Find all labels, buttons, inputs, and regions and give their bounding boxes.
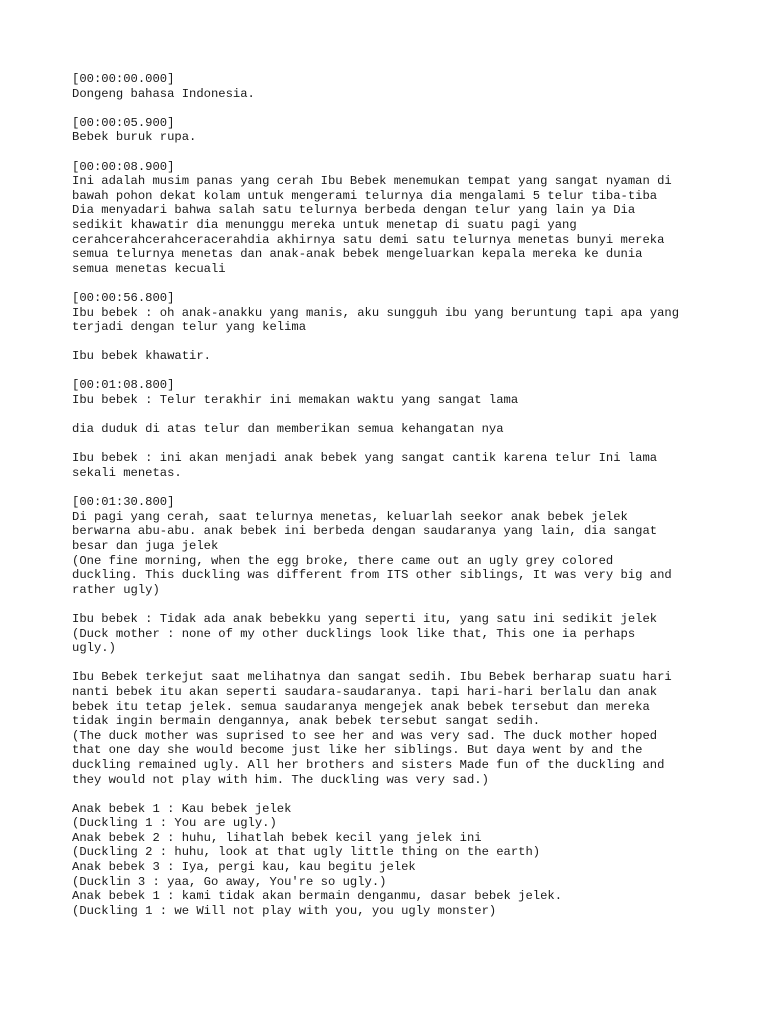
text-line: terjadi dengan telur yang kelima [72,320,307,335]
text-line: semua telurnya menetas dan anak-anak bebek mengeluarkan kepala mereka ke dunia [72,247,643,262]
text-line: Di pagi yang cerah, saat telurnya menetas, keluarlah seekor anak bebek jelek [72,509,628,524]
text-line: besar dan juga jelek [72,539,219,553]
text-block [72,451,732,480]
text-line: rather ugly) [72,582,160,597]
text-line: Ibu bebek : Telur terakhir ini memakan waktu yang sangat lama [72,393,519,408]
document-page [72,72,732,933]
text-line: Ibu bebek khawatir. [72,349,211,364]
text-block [72,802,732,919]
text-line: Bebek buruk rupa. [72,130,197,145]
text-block [72,291,732,335]
text-line: bawah pohon dekat kolam untuk mengerami telurnya dia mengalami 5 telur tiba-tiba [72,188,658,203]
text-block [72,612,732,656]
text-line: Dia menyadari bahwa salah satu telurnya berbeda dengan telur yang lain ya Dia [72,203,636,218]
text-line: Ibu bebek : ini akan menjadi anak bebek yang sangat cantik karena telur Ini lama [72,451,658,466]
text-line: Ibu Bebek terkejut saat melihatnya dan sangat sedih. Ibu Bebek berharap suatu hari [72,670,672,685]
text-line: ugly.) [72,641,116,656]
text-line: semua menetas kecuali [72,261,226,276]
text-block [72,160,732,277]
text-line: tidak ingin bermain dengannya, anak bebek tersebut sangat sedih. [72,714,541,729]
timestamp: [00:00:56.800] [72,290,175,305]
timestamp: [00:00:08.900] [72,159,175,174]
text-block [72,116,732,145]
text-block [72,349,732,364]
text-line: duckling remained ugly. All her brothers and sisters Made fun of the duckling and [72,757,665,772]
text-line: Anak bebek 1 : kami tidak akan bermain denganmu, dasar bebek jelek. [72,889,563,904]
text-block [72,670,732,787]
text-line: (Duckling 1 : You are ugly.) [72,816,277,831]
text-line: bebek itu tetap jelek. semua saudaranya mengejek anak bebek tersebut dan mereka [72,699,650,714]
text-line: Ini adalah musim panas yang cerah Ibu Bebek menemukan tempat yang sangat nyaman di [72,174,672,189]
text-line: duckling. This duckling was different from ITS other siblings, It was very big and [72,568,672,583]
text-line: berwarna abu-abu. anak bebek ini berbeda dengan saudaranya yang lain, dia sangat [72,524,658,539]
timestamp: [00:01:30.800] [72,495,175,510]
text-block [72,378,732,407]
text-line: Ibu bebek : Tidak ada anak bebekku yang seperti itu, yang satu ini sedikit jelek [72,611,658,626]
text-line: Anak bebek 3 : Iya, pergi kau, kau begitu jelek [72,860,416,875]
text-line: sekali menetas. [72,466,182,481]
timestamp: [00:00:00.000] [72,72,175,86]
text-line: dia duduk di atas telur dan memberikan semua kehangatan nya [72,422,504,437]
text-line: sedikit khawatir dia menunggu mereka untuk menetap di suatu pagi yang [72,217,577,232]
text-line: (Duckling 2 : huhu, look at that ugly little thing on the earth) [72,845,541,860]
text-line: Ibu bebek : oh anak-anakku yang manis, aku sungguh ibu yang beruntung tapi apa yang [72,305,680,320]
text-line: (Duckling 1 : we Will not play with you, you ugly monster) [72,903,497,918]
text-line: that one day she would become just like her siblings. But daya went by and the [72,743,643,758]
text-line: nanti bebek itu akan seperti saudara-saudaranya. tapi hari-hari berlalu dan anak [72,684,658,699]
text-line: (One fine morning, when the egg broke, there came out an ugly grey colored [72,553,614,568]
timestamp: [00:00:05.900] [72,115,175,130]
text-line: (Ducklin 3 : yaa, Go away, You're so ugly.) [72,874,387,889]
text-line: (Duck mother : none of my other ducklings look like that, This one ia perhaps [72,626,636,641]
text-block [72,422,732,437]
text-line: cerahcerahcerahceracerahdia akhirnya satu demi satu telurnya menetas bunyi mereka [72,232,665,247]
text-line: Anak bebek 2 : huhu, lihatlah bebek kecil yang jelek ini [72,830,482,845]
timestamp: [00:01:08.800] [72,378,175,393]
text-line: Dongeng bahasa Indonesia. [72,86,255,101]
text-block [72,72,732,101]
text-line: they would not play with him. The duckling was very sad.) [72,772,489,787]
text-block [72,495,732,597]
text-line: Anak bebek 1 : Kau bebek jelek [72,801,292,816]
text-line: (The duck mother was suprised to see her and was very sad. The duck mother hoped [72,728,658,743]
